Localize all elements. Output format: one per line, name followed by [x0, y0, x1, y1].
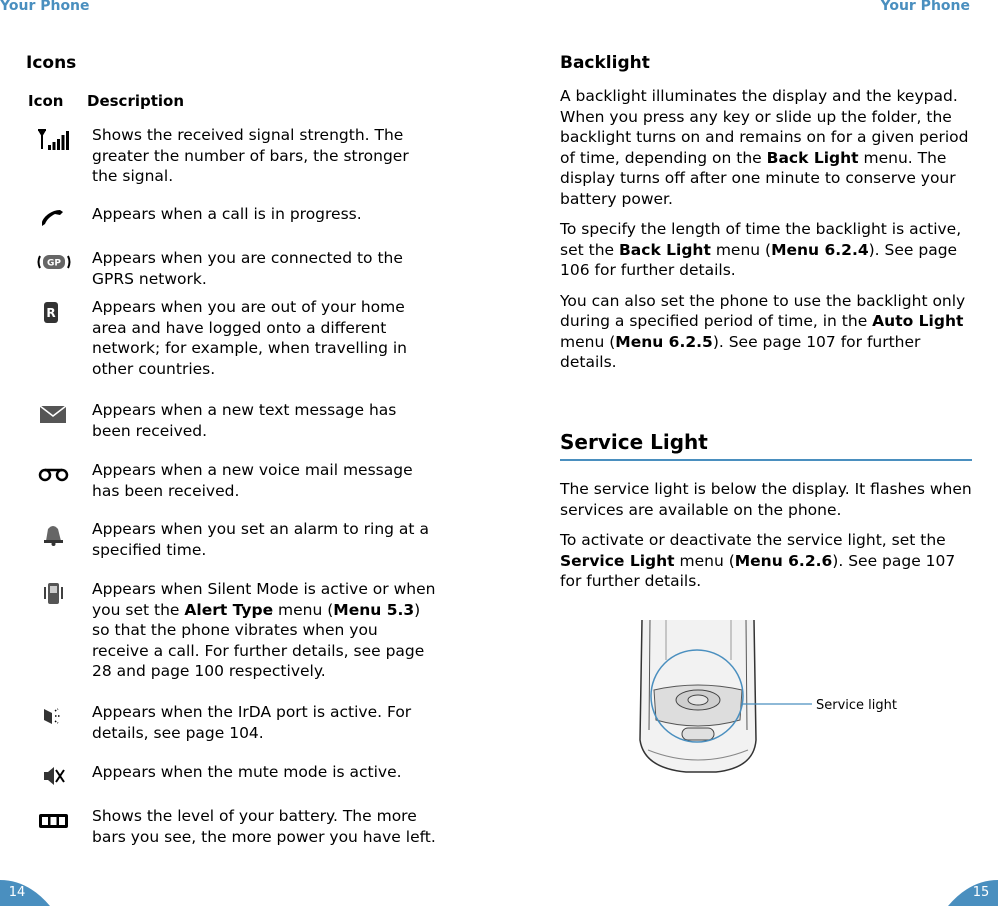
vibrate-icon [36, 579, 72, 607]
icon-description: Appears when a new text message has been received. [92, 401, 397, 440]
call-in-progress-icon [36, 204, 72, 232]
backlight-paragraph-2: To specify the length of time the backlight is active, set the Back Light menu (Menu 6.2.4). See page 106 for further details. [560, 220, 962, 279]
backlight-body [560, 86, 972, 383]
service-light-paragraph-1: The service light is below the display. It flashes when services are available on the phone. [560, 480, 972, 519]
icon-description: Shows the received signal strength. The greater the number of bars, the stronger the signal. [92, 126, 409, 185]
running-head-right: Your Phone [880, 0, 970, 14]
icons-section-title: Icons [26, 53, 77, 73]
svg-text:R: R [46, 306, 56, 320]
service-light-body [560, 479, 972, 602]
irda-icon [36, 702, 72, 730]
icon-description: Appears when the mute mode is active. [92, 763, 402, 781]
icon-column-header: Icon [28, 92, 64, 110]
mute-icon [36, 762, 72, 790]
svg-text:GP: GP [47, 258, 61, 269]
icon-description: Appears when you are out of your home area and have logged onto a different network; for example, when travelling in other countries. [92, 298, 407, 378]
service-light-title: Service Light [560, 430, 708, 454]
icon-description: Appears when Silent Mode is active or when you set the Alert Type menu (Menu 5.3) so that the phone vibrates when you receive a call. For further details, see page 28 and page 100 respectively. [92, 580, 436, 680]
service-light-callout: Service light [816, 698, 897, 713]
page-number-right: 15 [948, 880, 998, 906]
battery-icon [36, 806, 72, 834]
alarm-icon [36, 519, 72, 547]
phone-illustration [636, 620, 816, 780]
icon-description: Appears when the IrDA port is active. For details, see page 104. [92, 703, 412, 742]
icon-description: Appears when a new voice mail message has been received. [92, 461, 413, 500]
signal-strength-icon [36, 125, 72, 153]
service-light-paragraph-2: To activate or deactivate the service light, set the Service Light menu (Menu 6.2.6). See page 107 for further details. [560, 531, 956, 590]
running-head-left: Your Phone [0, 0, 90, 14]
description-column-header: Description [87, 92, 185, 110]
heading-rule [560, 459, 972, 461]
voice-mail-icon [36, 460, 72, 488]
icon-description: Appears when a call is in progress. [92, 205, 362, 223]
icon-description: Appears when you are connected to the GPRS network. [92, 249, 403, 288]
page-number-left: 14 [0, 880, 50, 906]
backlight-paragraph-1: A backlight illuminates the display and the keypad. When you press any key or slide up the folder, the backlight turns on and remains on for a given period of time, depending on the Back Light menu. The display turns off after one minute to conserve your battery power. [560, 87, 969, 208]
backlight-paragraph-3: You can also set the phone to use the backlight only during a specified period of time, in the Auto Light menu (Menu 6.2.5). See page 107 for further details. [560, 291, 966, 371]
roaming-icon [36, 297, 72, 325]
icon-description: Shows the level of your battery. The more bars you see, the more power you have left. [92, 807, 436, 846]
gprs-icon [36, 248, 72, 276]
icon-description: Appears when you set an alarm to ring at a specified time. [92, 520, 429, 559]
text-message-icon [36, 400, 72, 428]
backlight-title: Backlight [560, 53, 650, 73]
